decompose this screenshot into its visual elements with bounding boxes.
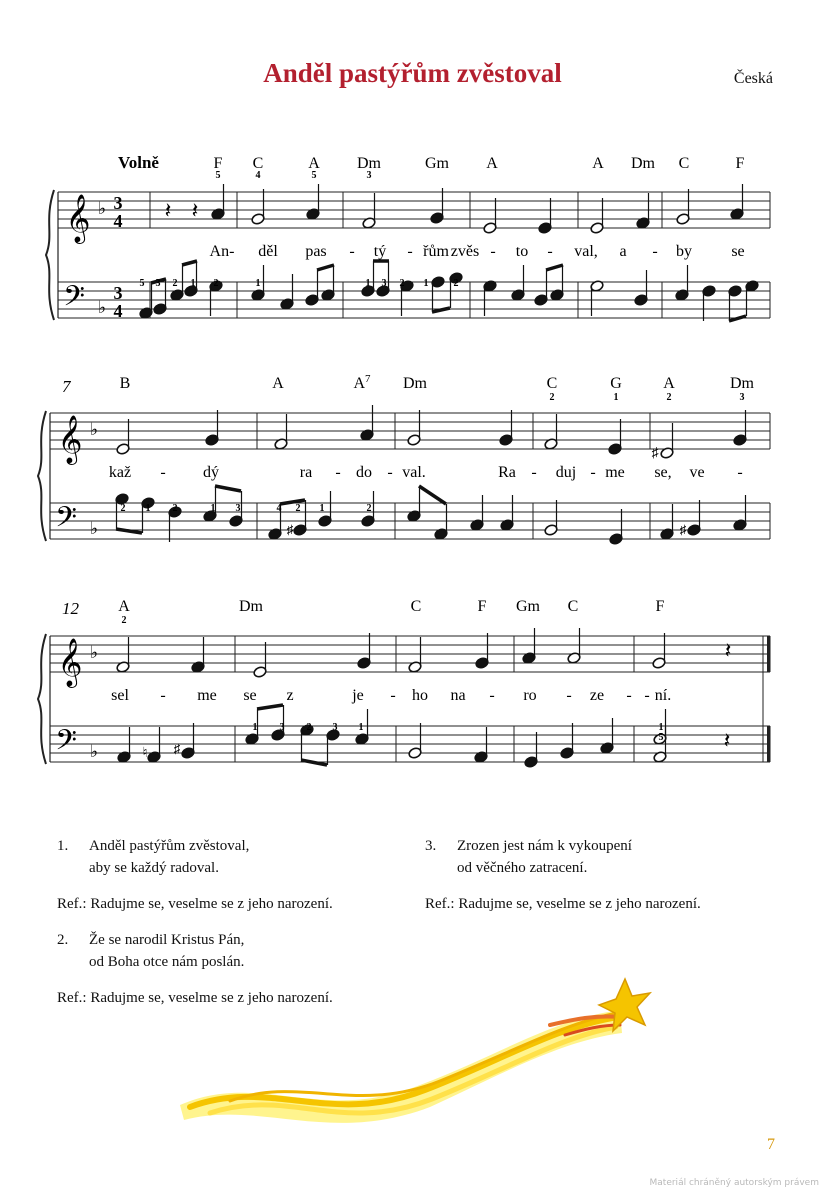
verse-1 bbox=[57, 835, 387, 879]
treble-clef-icon: 𝄞 bbox=[57, 417, 83, 463]
measure-number-7: 7 bbox=[62, 377, 71, 396]
chord-fingering: 5 bbox=[215, 170, 221, 181]
chord-symbol: Gm bbox=[425, 155, 449, 172]
lyric-syllable: An- bbox=[209, 243, 235, 260]
verse-number: 1. bbox=[57, 838, 69, 854]
lyric-syllable: - bbox=[489, 687, 495, 704]
beam bbox=[419, 486, 446, 504]
lyric-syllable: pas bbox=[305, 243, 327, 260]
lyric-syllable: me bbox=[197, 687, 217, 704]
chord-fingering: 2 bbox=[121, 615, 127, 626]
lyric-syllable: - bbox=[160, 464, 166, 481]
verse-line: Že se narodil Kristus Pán, bbox=[89, 932, 245, 948]
brace-icon bbox=[38, 634, 46, 764]
lyric-syllable: ro bbox=[523, 687, 537, 704]
bass-fingering: 2 bbox=[120, 503, 126, 514]
lyric-syllable: na bbox=[450, 687, 466, 704]
bass-fingering: 2 bbox=[306, 722, 312, 733]
bass-fingering: 5 bbox=[139, 278, 145, 289]
verses-right bbox=[425, 835, 765, 929]
lyric-syllable: ve bbox=[689, 464, 705, 481]
beam bbox=[317, 265, 334, 270]
bass-fingering: 3 bbox=[332, 722, 338, 733]
chord-symbol: C bbox=[252, 155, 264, 172]
refrain-3 bbox=[425, 893, 765, 915]
chord-symbol: A bbox=[663, 375, 675, 392]
bass-fingering: 3 bbox=[381, 278, 387, 289]
bass-fingering: 2 bbox=[172, 503, 178, 514]
page-number: 7 bbox=[767, 1136, 775, 1153]
chord-symbol: A bbox=[592, 155, 604, 172]
lyric-syllable: - bbox=[644, 687, 650, 704]
lyric-syllable: ní. bbox=[654, 687, 672, 704]
lyric-syllable: a bbox=[619, 243, 627, 260]
flat-icon: ♭ bbox=[89, 420, 99, 439]
lyric-syllable: - bbox=[407, 243, 413, 260]
flat-icon: ♭ bbox=[89, 742, 99, 761]
bass-fingering: 3 bbox=[279, 722, 285, 733]
song-title: Anděl pastýřům zvěstoval bbox=[263, 58, 562, 88]
lyric-syllable: val. bbox=[402, 464, 426, 481]
song-origin: Česká bbox=[733, 70, 773, 87]
beam bbox=[215, 486, 241, 491]
lyric-syllable: ze bbox=[589, 687, 605, 704]
chord-symbol: $A^7$ bbox=[353, 373, 371, 392]
lyric-syllable: - bbox=[547, 243, 553, 260]
beam bbox=[546, 265, 563, 270]
chord-symbol: C bbox=[567, 598, 579, 615]
time-signature: 3 bbox=[113, 193, 123, 213]
lyric-syllable: - bbox=[387, 464, 393, 481]
chord-fingering: 2 bbox=[666, 392, 672, 403]
flat-icon: ♭ bbox=[97, 298, 107, 317]
chord-symbol: Gm bbox=[516, 598, 540, 615]
chord-fingering: 3 bbox=[739, 392, 745, 403]
lyric-syllable: se bbox=[731, 243, 745, 260]
chord-symbol: A bbox=[486, 155, 498, 172]
bass-clef-icon: 𝄢 bbox=[55, 503, 77, 540]
treble-clef-icon: 𝄞 bbox=[57, 640, 83, 686]
verse-number: 2. bbox=[57, 932, 69, 948]
lyric-syllable: ho bbox=[412, 687, 428, 704]
lyric-syllable: - bbox=[590, 464, 596, 481]
copyright-watermark: Materiál chráněný autorským právem bbox=[649, 1178, 819, 1188]
flat-icon: ♭ bbox=[89, 643, 99, 662]
chord-fingering: 2 bbox=[549, 392, 555, 403]
refrain-text: Radujme se, veselme se z jeho narození. bbox=[90, 896, 333, 912]
chord-symbol: C bbox=[546, 375, 558, 392]
bass-fingering: 4 bbox=[276, 503, 282, 514]
quarter-rest-icon: 𝄽 bbox=[164, 198, 172, 223]
lyric-syllable: zvěs bbox=[450, 243, 480, 260]
refrain-label: Ref.: bbox=[57, 990, 87, 1006]
lyric-syllable: by bbox=[676, 243, 692, 260]
bass-clef-icon: 𝄢 bbox=[55, 726, 77, 763]
lyric-syllable: - bbox=[737, 464, 743, 481]
lyric-syllable: - bbox=[160, 687, 166, 704]
verse-number: 3. bbox=[425, 838, 437, 854]
lyric-syllable: - bbox=[490, 243, 496, 260]
bass-clef-icon: 𝄢 bbox=[63, 282, 85, 319]
lyric-syllable: děl bbox=[258, 243, 278, 260]
bass-fingering: 1 bbox=[358, 722, 364, 733]
sharp-icon: ♯ bbox=[286, 522, 294, 537]
chord-symbol: F bbox=[477, 598, 487, 615]
lyric-syllable: - bbox=[566, 687, 572, 704]
quarter-rest-icon: 𝄽 bbox=[723, 728, 731, 753]
beam bbox=[729, 316, 746, 321]
bass-fingering: 3 bbox=[155, 278, 161, 289]
refrain-text: Radujme se, veselme se z jeho narození. bbox=[458, 896, 701, 912]
lyric-syllable: řům bbox=[423, 243, 449, 260]
brace-icon bbox=[46, 190, 54, 320]
lyric-syllable: duj bbox=[555, 464, 577, 481]
brace-icon bbox=[38, 411, 46, 541]
chord-symbol: F bbox=[655, 598, 665, 615]
natural-icon: ♮ bbox=[142, 746, 148, 761]
beam bbox=[301, 760, 327, 765]
time-signature: 4 bbox=[113, 301, 123, 321]
verse-line: od Boha otce nám poslán. bbox=[89, 954, 245, 970]
lyric-syllable: sel bbox=[111, 687, 129, 704]
lyric-syllable: - bbox=[652, 243, 658, 260]
lyric-syllable: - bbox=[531, 464, 537, 481]
measure-number-12: 12 bbox=[62, 599, 79, 618]
chord-symbol: Dm bbox=[730, 375, 754, 392]
lyric-syllable: - bbox=[349, 243, 355, 260]
bass-fingering: 1 bbox=[210, 503, 216, 514]
verse-3 bbox=[425, 835, 765, 879]
lyric-syllable: je bbox=[352, 687, 364, 704]
lyric-syllable: do bbox=[356, 464, 372, 481]
verse-line: Anděl pastýřům zvěstoval, bbox=[89, 838, 250, 854]
verse-2 bbox=[57, 929, 387, 973]
beam bbox=[257, 705, 283, 709]
chord-symbol: B bbox=[119, 375, 131, 392]
bass-fingering: 2 bbox=[213, 278, 219, 289]
chord-symbol: A bbox=[308, 155, 320, 172]
lyric-syllable: - bbox=[390, 687, 396, 704]
bass-fingering: 5 bbox=[658, 732, 664, 743]
chord-fingering: 5 bbox=[311, 170, 317, 181]
bass-fingering: 1 bbox=[658, 722, 664, 733]
quarter-rest-icon: 𝄽 bbox=[191, 198, 199, 223]
refrain-1 bbox=[57, 893, 387, 915]
bass-fingering: 2 bbox=[399, 278, 405, 289]
chord-symbol: C bbox=[678, 155, 690, 172]
chord-fingering: 4 bbox=[255, 170, 261, 181]
shooting-star-illustration bbox=[170, 975, 670, 1135]
chord-symbol: Dm bbox=[631, 155, 655, 172]
chord-symbol: G bbox=[610, 375, 622, 392]
chord-symbol: F bbox=[735, 155, 745, 172]
lyric-syllable: z bbox=[286, 687, 294, 704]
chord-symbol: Dm bbox=[357, 155, 381, 172]
final-barline bbox=[767, 636, 771, 672]
lyric-syllable: ra bbox=[299, 464, 313, 481]
lyric-syllable: dý bbox=[203, 464, 219, 481]
lyric-syllable: Ra bbox=[498, 464, 516, 481]
refrain-label: Ref.: bbox=[57, 896, 87, 912]
verse-line: od věčného zatracení. bbox=[457, 860, 588, 876]
final-barline bbox=[767, 726, 771, 762]
bass-fingering: 1 bbox=[255, 278, 261, 289]
bass-fingering: 1 bbox=[423, 278, 429, 289]
beam bbox=[182, 261, 197, 265]
quarter-rest-icon: 𝄽 bbox=[724, 638, 732, 663]
flat-icon: ♭ bbox=[97, 199, 107, 218]
lyric-syllable: val, bbox=[574, 243, 598, 260]
chord-fingering: 3 bbox=[366, 170, 372, 181]
bass-fingering: 1 bbox=[190, 278, 196, 289]
chord-symbol: A bbox=[118, 598, 130, 615]
lyric-syllable: kaž bbox=[108, 464, 132, 481]
refrain-label: Ref.: bbox=[425, 896, 455, 912]
time-signature: 3 bbox=[113, 283, 123, 303]
sharp-icon: ♯ bbox=[679, 522, 687, 537]
lyric-syllable: se, bbox=[654, 464, 672, 481]
refrain-text: Radujme se, veselme se z jeho narození. bbox=[90, 990, 333, 1006]
lyric-syllable: tý bbox=[373, 243, 387, 260]
chord-symbol: A bbox=[272, 375, 284, 392]
chord-fingering: 1 bbox=[613, 392, 619, 403]
bass-fingering: 1 bbox=[365, 278, 371, 289]
bass-fingering: 2 bbox=[172, 278, 178, 289]
bass-fingering: 2 bbox=[295, 503, 301, 514]
lyric-syllable: se bbox=[243, 687, 257, 704]
chord-symbol: F bbox=[213, 155, 223, 172]
flat-icon: ♭ bbox=[89, 519, 99, 538]
lyric-syllable: to bbox=[515, 243, 529, 260]
bass-fingering: 2 bbox=[453, 278, 459, 289]
bass-fingering: 1 bbox=[252, 722, 258, 733]
verse-line: aby se každý radoval. bbox=[89, 860, 219, 876]
bass-fingering: 1 bbox=[319, 503, 325, 514]
chord-symbol: Dm bbox=[239, 598, 263, 615]
lyric-syllable: - bbox=[335, 464, 341, 481]
bass-fingering: 2 bbox=[366, 503, 372, 514]
treble-clef-icon: 𝄞 bbox=[65, 196, 91, 242]
bass-fingering: 3 bbox=[235, 503, 241, 514]
bass-fingering: 1 bbox=[145, 503, 151, 514]
tempo-marking: Volně bbox=[118, 153, 159, 172]
sharp-icon: ♯ bbox=[173, 741, 181, 756]
chord-symbol: Dm bbox=[403, 375, 427, 392]
sharp-icon: ♯ bbox=[651, 446, 659, 461]
verse-line: Zrozen jest nám k vykoupení bbox=[457, 838, 632, 854]
lyric-syllable: me bbox=[605, 464, 625, 481]
chord-symbol: C bbox=[410, 598, 422, 615]
lyric-syllable: - bbox=[626, 687, 632, 704]
time-signature: 4 bbox=[113, 211, 123, 231]
